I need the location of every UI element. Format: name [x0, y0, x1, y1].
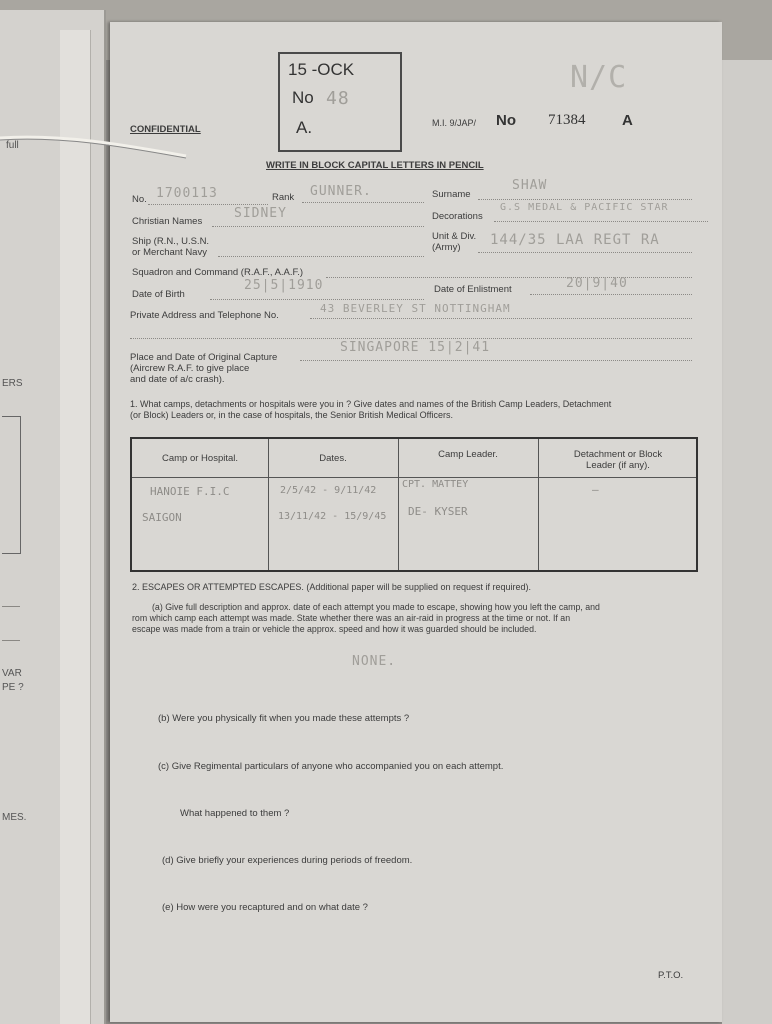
row-2-dates: 13/11/42 - 15/9/45	[278, 511, 387, 522]
form-suffix: A	[622, 112, 633, 129]
service-number-label: No.	[132, 194, 147, 205]
question-2e: (e) How were you recaptured and on what date ?	[162, 902, 368, 913]
ship-label-1: Ship (R.N., U.S.N.	[132, 236, 210, 247]
date-of-birth-label: Date of Birth	[132, 289, 185, 300]
left-page-line	[2, 640, 20, 641]
question-2a-line-3: escape was made from a train or vehicle the approx. speed and how it was guarded should be included.	[132, 624, 537, 634]
dotted-line	[212, 226, 424, 227]
decorations-label: Decorations	[432, 211, 483, 222]
rank-label: Rank	[272, 192, 295, 203]
unit-label-2: (Army)	[432, 242, 461, 253]
dotted-line	[478, 199, 692, 200]
dotted-line	[530, 294, 692, 295]
stamp-line-1: 15 -OCK	[288, 60, 355, 79]
header-camp: Camp or Hospital.	[161, 453, 239, 464]
ref-code: M.I. 9/JAP/	[432, 118, 477, 128]
enlistment-label: Date of Enlistment	[434, 284, 512, 295]
dotted-line	[310, 318, 692, 319]
dotted-line	[300, 360, 692, 361]
left-page-mark: ERS	[2, 378, 23, 389]
dotted-line	[478, 252, 692, 253]
decorations-value: G.S MEDAL & PACIFIC STAR	[500, 202, 669, 213]
address-value: 43 BEVERLEY ST NOTTINGHAM	[320, 302, 511, 315]
camp-table	[130, 437, 698, 572]
dotted-line	[326, 277, 692, 278]
enlistment-value: 20|9|40	[566, 276, 628, 291]
question-2a-answer: NONE.	[352, 654, 397, 669]
left-page-mark: MES.	[2, 812, 27, 823]
question-2b: (b) Were you physically fit when you made these attempts ?	[158, 713, 410, 724]
row-2-camp: SAIGON	[142, 511, 182, 524]
dotted-line	[218, 256, 424, 257]
dotted-line	[494, 221, 708, 222]
unit-label-1: Unit & Div.	[432, 231, 477, 242]
surname-label: Surname	[432, 189, 471, 200]
capture-value: SINGAPORE 15|2|41	[340, 340, 491, 355]
question-1-line-2: (or Block) Leaders or, in the case of hospitals, the Senior British Medical Officers.	[130, 410, 453, 420]
instruction-heading: WRITE IN BLOCK CAPITAL LETTERS IN PENCIL	[266, 160, 484, 171]
surname-value: SHAW	[512, 178, 548, 193]
left-page-mark: full	[6, 140, 19, 151]
service-number-value: 1700113	[156, 186, 218, 201]
number-label: No	[496, 112, 516, 129]
stamp-handwritten-number: 48	[326, 88, 350, 109]
christian-names-label: Christian Names	[132, 216, 203, 227]
question-2a-line-1: (a) Give full description and approx. date of each attempt you made to escape, showing how you left the camp, and	[152, 602, 600, 612]
top-handwritten-note: N/C	[570, 60, 628, 95]
right-file-stack	[722, 60, 772, 1024]
unit-value: 144/35 LAA REGT RA	[490, 232, 660, 248]
please-turn-over: P.T.O.	[658, 970, 684, 981]
squadron-label: Squadron and Command (R.A.F., A.A.F.)	[132, 267, 304, 278]
rank-value: GUNNER.	[310, 184, 372, 199]
question-2c: (c) Give Regimental particulars of anyone who accompanied you on each attempt.	[158, 761, 504, 772]
row-1-dates: 2/5/42 - 9/11/42	[280, 485, 377, 496]
question-2d: (d) Give briefly your experiences during periods of freedom.	[162, 855, 413, 866]
stamp-line-2: No	[292, 88, 314, 107]
row-1-camp: HANOIE F.I.C	[150, 485, 230, 498]
question-1-line-1: 1. What camps, detachments or hospitals were you in ? Give dates and names of the British Camp Leaders, Detachment	[130, 399, 612, 409]
left-page-box	[2, 416, 21, 554]
dotted-line	[130, 338, 692, 339]
row-1-detachment: —	[592, 483, 599, 496]
dotted-line	[302, 202, 424, 203]
confidential-label: CONFIDENTIAL	[130, 124, 201, 135]
capture-label-3: and date of a/c crash).	[130, 374, 225, 385]
left-page-line	[2, 606, 20, 607]
date-of-birth-value: 25|5|1910	[244, 278, 324, 293]
header-detachment: Detachment or Block	[573, 449, 663, 460]
form-number: 71384	[548, 112, 586, 128]
ship-label-2: or Merchant Navy	[132, 247, 207, 258]
left-page-mark: PE ?	[2, 682, 24, 693]
dotted-line	[148, 204, 268, 205]
capture-label-1: Place and Date of Original Capture	[130, 352, 278, 363]
question-2c-followup: What happened to them ?	[180, 808, 290, 819]
dotted-line	[210, 299, 424, 300]
header-detachment-2: Leader (if any).	[586, 460, 650, 471]
christian-names-value: SIDNEY	[234, 206, 287, 221]
left-page-mark: VAR	[2, 668, 22, 679]
header-camp-leader: Camp Leader.	[438, 449, 498, 460]
address-label: Private Address and Telephone No.	[130, 310, 279, 321]
header-dates: Dates.	[319, 453, 347, 464]
capture-label-2: (Aircrew R.A.F. to give place	[130, 363, 250, 374]
stamp-line-3: A.	[296, 118, 313, 137]
row-1-leader: CPT. MATTEY	[402, 479, 469, 490]
left-page-edges	[60, 30, 91, 1024]
question-2a-line-2: rom which camp each attempt was made. State whether there was an air-raid in progress at the time or not. If an	[132, 613, 571, 623]
table-header-divider	[132, 477, 696, 478]
question-2-title: 2. ESCAPES OR ATTEMPTED ESCAPES. (Additional paper will be supplied on request if required).	[132, 582, 532, 592]
row-2-leader: DE- KYSER	[408, 505, 468, 518]
